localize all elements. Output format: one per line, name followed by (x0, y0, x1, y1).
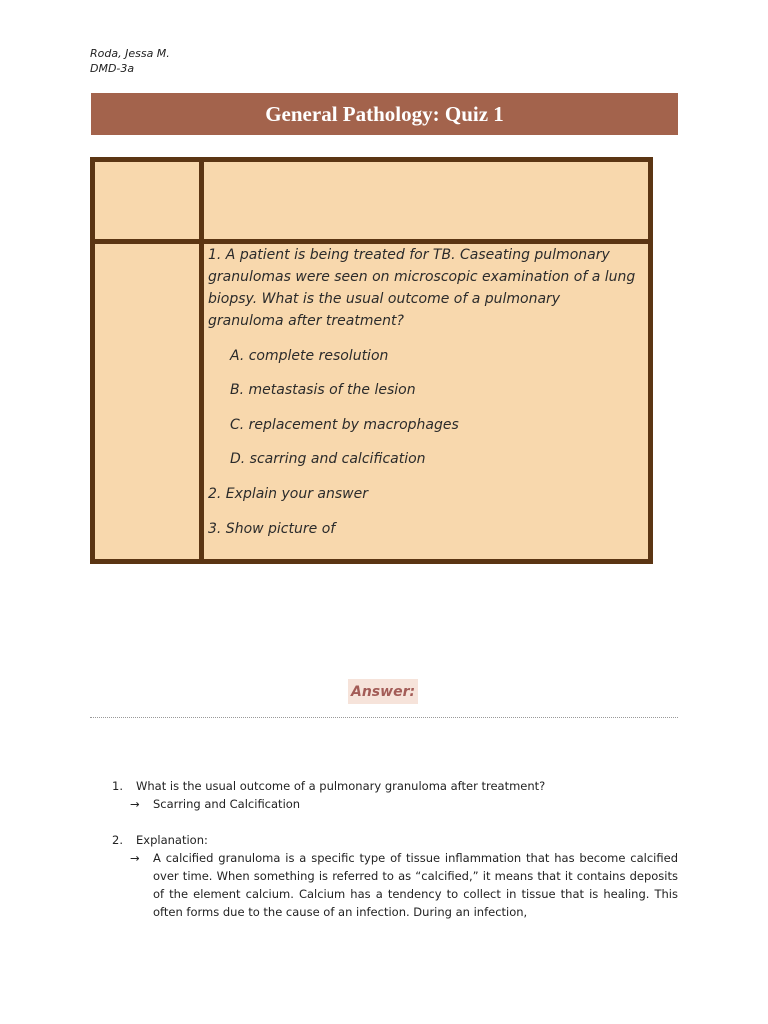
quiz-questions (208, 244, 638, 540)
answer-heading-text: Answer: (351, 683, 416, 700)
choice-list (208, 345, 638, 471)
answer-subitem (108, 795, 678, 813)
choice-a: A. complete resolution (230, 347, 389, 364)
spacer (108, 813, 678, 831)
explanation-label: Explanation: (136, 833, 208, 847)
document-title: General Pathology: Quiz 1 (265, 101, 504, 126)
quiz-table (90, 157, 653, 564)
answer-heading (348, 679, 418, 704)
arrow-icon: → (130, 851, 140, 865)
student-name: Roda, Jessa M. (90, 47, 170, 60)
answer-item-2 (108, 831, 678, 849)
choice-b: B. metastasis of the lesion (230, 382, 416, 398)
answer-question: What is the usual outcome of a pulmonary granuloma after treatment? (136, 779, 546, 793)
student-info (90, 46, 170, 76)
explanation-subitem (108, 849, 678, 921)
answer-text: Scarring and Calcification (153, 797, 301, 811)
choice-d: D. scarring and calcification (230, 451, 426, 467)
dotted-divider (90, 717, 678, 718)
question-2: 2. Explain your answer (208, 485, 369, 502)
question-3: 3. Show picture of (208, 520, 336, 537)
arrow-icon: → (130, 797, 140, 811)
choice-c: C. replacement by macrophages (230, 416, 459, 433)
title-banner (91, 93, 678, 135)
answer-list (108, 777, 678, 921)
question-1: 1. A patient is being treated for TB. Caseating pulmonary granulomas were seen on microscopic examination of a lung biopsy. What is the usual outcome of a pulmonary granuloma after treatment? (208, 247, 636, 329)
table-vertical-divider (199, 162, 204, 559)
item-number: 1. (112, 779, 123, 793)
student-section: DMD-3a (90, 62, 135, 75)
answer-item-1 (108, 777, 678, 795)
explanation-text: A calcified granuloma is a specific type of tissue inflammation that has become calcified over time. When something is referred to as “calcified,” it means that it contains deposits of the element calcium. Calcium has a tendency to collect in tissue that is healing. This often forms due to the cause of an infection. During an infection, (153, 851, 678, 919)
item-number: 2. (112, 833, 123, 847)
